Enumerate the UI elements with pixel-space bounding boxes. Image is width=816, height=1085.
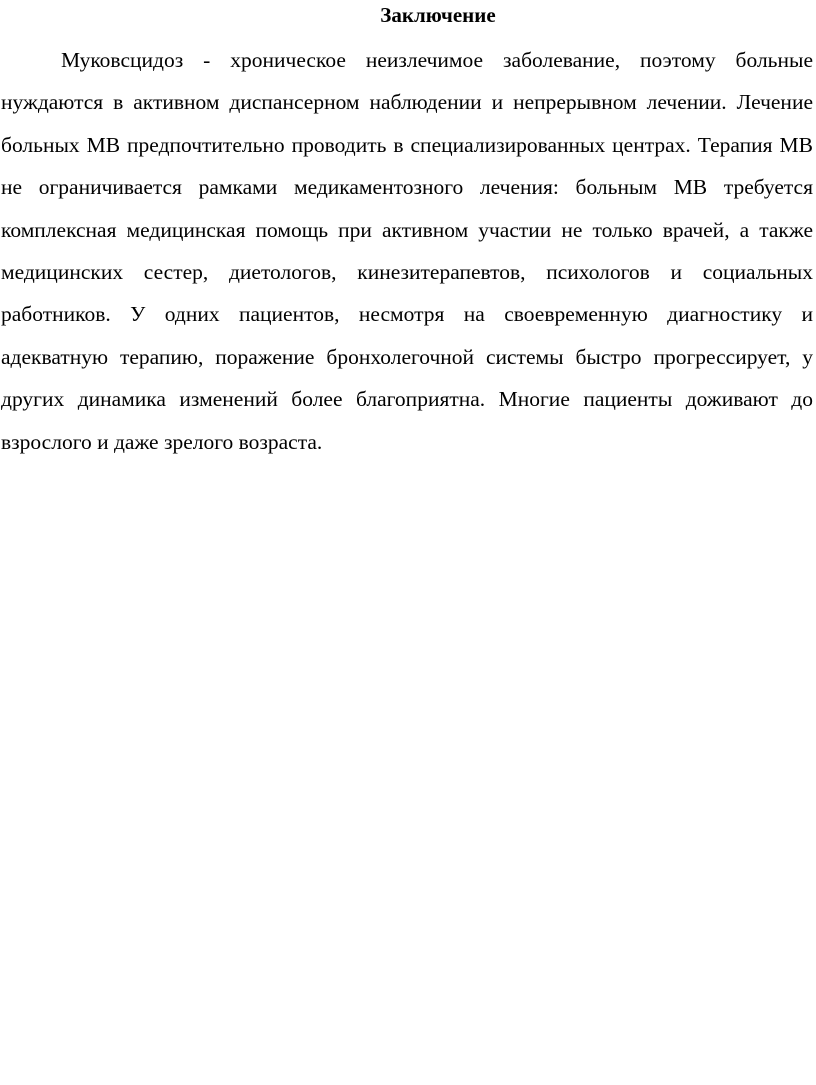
page-title: Заключение [380, 3, 496, 27]
body-paragraph: Муковсцидоз - хроническое неизлечимое заболевание, поэтому больные нуждаются в активном диспансерном наблюдении и непрерывном лечении. Лечение больных МВ предпочтительно проводить в специализированных центрах. Терапия МВ не ограничивается рамками медикаментозного лечения: больным МВ требуется комплексная медицинская помощь при активном участии не только врачей, а также медицинских сестер, диетологов, кинезитерапевтов, психологов и социальных работников. У одних пациентов, несмотря на своевременную диагностику и адекватную терапию, поражение бронхолегочной системы быстро прогрессирует, у других динамика изменений более благоприятна. Многие пациенты доживают до взрослого и даже зрелого возраста. [1, 48, 813, 454]
